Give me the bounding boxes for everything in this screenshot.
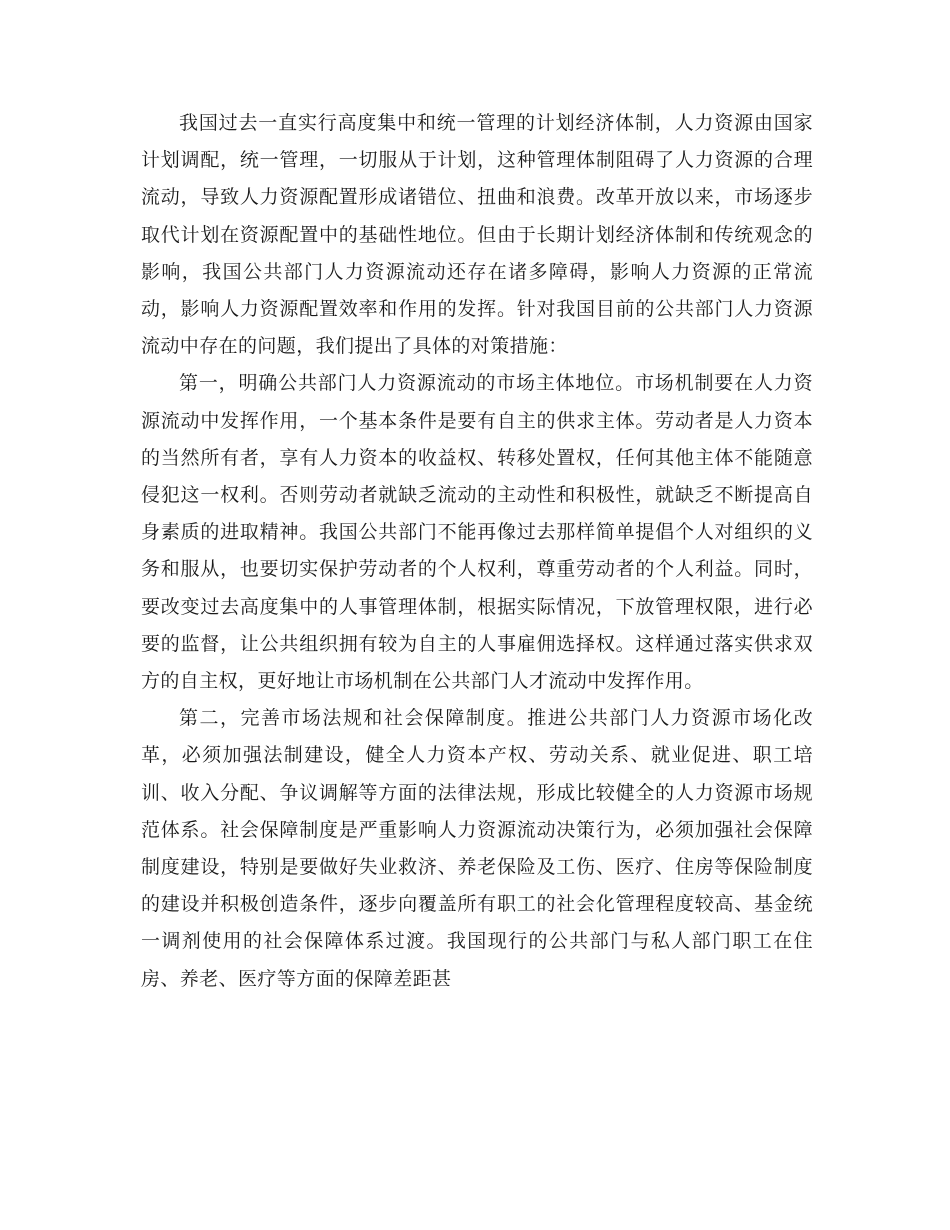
document-body — [141, 105, 813, 998]
paragraph-intro: 我国过去一直实行高度集中和统一管理的计划经济体制，人力资源由国家计划调配，统一管理，一切服从于计划，这种管理体制阻碍了人力资源的合理流动，导致人力资源配置形成诸错位、扭曲和浪费。改革开放以来，市场逐步取代计划在资源配置中的基础性地位。但由于长期计划经济体制和传统观念的影响，我国公共部门人力资源流动还存在诸多障碍，影响人力资源的正常流动，影响人力资源配置效率和作用的发挥。针对我国目前的公共部门人力资源流动中存在的问题，我们提出了具体的对策措施： — [141, 112, 813, 358]
paragraph-first-measure: 第一，明确公共部门人力资源流动的市场主体地位。市场机制要在人力资源流动中发挥作用，一个基本条件是要有自主的供求主体。劳动者是人力资本的当然所有者，享有人力资本的收益权、转移处置权，任何其他主体不能随意侵犯这一权利。否则劳动者就缺乏流动的主动性和积极性，就缺乏不断提高自身素质的进取精神。我国公共部门不能再像过去那样简单提倡个人对组织的义务和服从，也要切实保护劳动者的个人权利，尊重劳动者的个人利益。同时，要改变过去高度集中的人事管理体制，根据实际情况，下放管理权限，进行必要的监督，让公共组织拥有较为自主的人事雇佣选择权。这样通过落实供求双方的自主权，更好地让市场机制在公共部门人才流动中发挥作用。 — [141, 372, 813, 693]
paragraph-second-measure: 第二，完善市场法规和社会保障制度。推进公共部门人力资源市场化改革，必须加强法制建设，健全人力资本产权、劳动关系、就业促进、职工培训、收入分配、争议调解等方面的法律法规，形成比较健全的人力资源市场规范体系。社会保障制度是严重影响人力资源流动决策行为，必须加强社会保障制度建设，特别是要做好失业救济、养老保险及工伤、医疗、住房等保险制度的建设并积极创造条件，逐步向覆盖所有职工的社会化管理程度较高、基金统一调剂使用的社会保障体系过渡。我国现行的公共部门与私人部门职工在住房、养老、医疗等方面的保障差距甚 — [141, 707, 813, 990]
